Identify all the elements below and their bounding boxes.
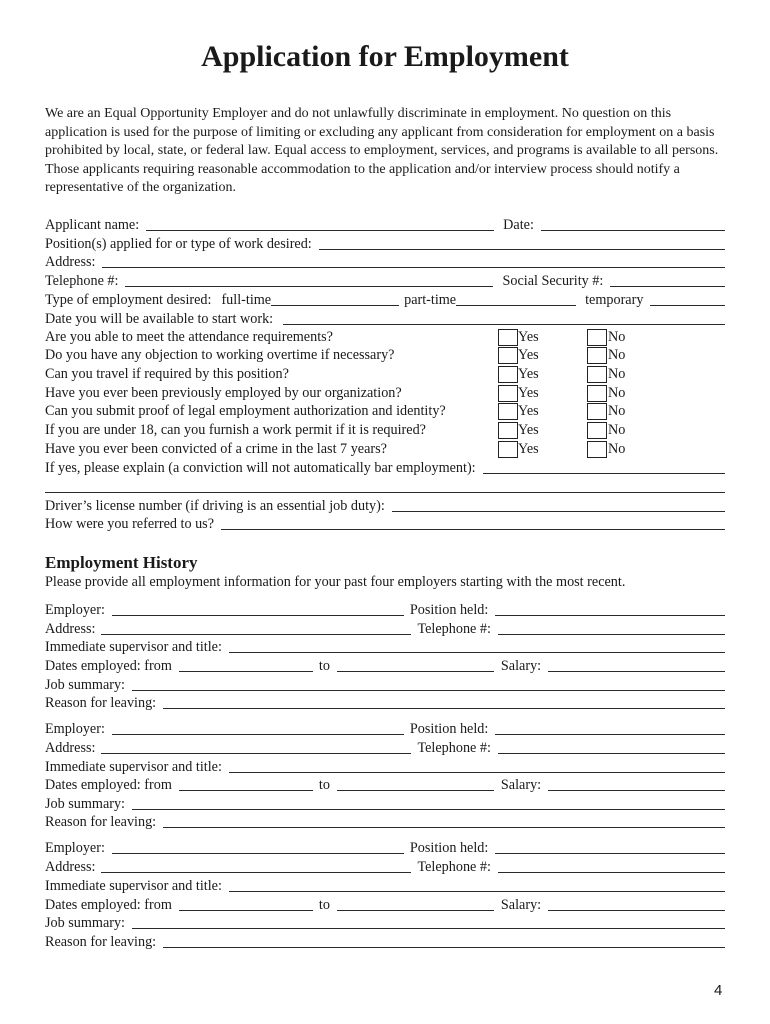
dates-from-field[interactable] xyxy=(179,777,313,791)
no-label: No xyxy=(608,422,626,438)
no-label: No xyxy=(608,366,626,382)
employer-address-label: Address: xyxy=(45,740,96,756)
supervisor-label: Immediate supervisor and title: xyxy=(45,639,222,655)
no-label: No xyxy=(608,385,626,401)
yes-label: Yes xyxy=(518,441,539,457)
job-summary-field[interactable] xyxy=(132,796,725,810)
drivers-license-row xyxy=(45,496,725,515)
position-held-field[interactable] xyxy=(495,721,725,735)
employer-telephone-field[interactable] xyxy=(498,859,725,873)
yes-label: Yes xyxy=(518,422,539,438)
page-number: 4 xyxy=(714,982,723,999)
part-time-field[interactable] xyxy=(456,292,576,306)
yes-checkbox[interactable] xyxy=(498,441,518,458)
no-checkbox[interactable] xyxy=(587,441,607,458)
page-title: Application for Employment xyxy=(201,40,569,73)
employer-field[interactable] xyxy=(112,602,404,616)
employer-telephone-label: Telephone #: xyxy=(417,740,491,756)
dates-to-label: to xyxy=(318,897,330,913)
start-date-field[interactable] xyxy=(283,311,725,325)
dates-employed-row xyxy=(45,895,725,914)
no-checkbox[interactable] xyxy=(587,366,607,383)
reason-leaving-field[interactable] xyxy=(163,695,725,709)
address-field[interactable] xyxy=(102,254,725,268)
telephone-field[interactable] xyxy=(125,273,493,287)
question-legal-authorization: Can you submit proof of legal employment authorization and identity? xyxy=(45,403,446,419)
reason-leaving-field[interactable] xyxy=(163,814,725,828)
no-label: No xyxy=(608,347,626,363)
employer-row xyxy=(45,719,725,738)
dates-employed-row xyxy=(45,775,725,794)
job-summary-field[interactable] xyxy=(132,915,725,929)
dates-from-label: Dates employed: from xyxy=(45,658,172,674)
employer-label: Employer: xyxy=(45,840,105,856)
job-summary-label: Job summary: xyxy=(45,677,125,693)
start-date-label: Date you will be available to start work: xyxy=(45,311,274,327)
employer-row xyxy=(45,838,725,857)
temporary-field[interactable] xyxy=(650,292,725,306)
dates-from-label: Dates employed: from xyxy=(45,777,172,793)
employer-address-row xyxy=(45,857,725,876)
employment-history-heading: Employment History xyxy=(45,553,198,572)
referred-row xyxy=(45,514,725,533)
salary-field[interactable] xyxy=(548,777,725,791)
salary-label: Salary: xyxy=(500,658,542,674)
yes-checkbox[interactable] xyxy=(498,366,518,383)
employer-telephone-label: Telephone #: xyxy=(417,859,491,875)
salary-label: Salary: xyxy=(500,777,542,793)
yes-label: Yes xyxy=(518,366,539,382)
employer-telephone-label: Telephone #: xyxy=(417,621,491,637)
position-held-label: Position held: xyxy=(409,721,489,737)
explain-row xyxy=(45,458,725,477)
dates-from-field[interactable] xyxy=(179,897,313,911)
explain-field[interactable] xyxy=(483,460,725,474)
no-checkbox[interactable] xyxy=(587,329,607,346)
employer-telephone-field[interactable] xyxy=(498,621,725,635)
temporary-label: temporary xyxy=(585,292,644,308)
position-held-field[interactable] xyxy=(495,840,725,854)
employer-address-row xyxy=(45,738,725,757)
dates-from-label: Dates employed: from xyxy=(45,897,172,913)
job-summary-row xyxy=(45,794,725,813)
yes-label: Yes xyxy=(518,385,539,401)
dates-employed-row xyxy=(45,656,725,675)
applicant-name-row xyxy=(45,215,725,234)
question-overtime: Do you have any objection to working overtime if necessary? xyxy=(45,347,395,363)
reason-leaving-label: Reason for leaving: xyxy=(45,934,157,950)
employment-type-row xyxy=(45,290,725,309)
ssn-field[interactable] xyxy=(610,273,725,287)
yes-checkbox[interactable] xyxy=(498,347,518,364)
applicant-name-label: Applicant name: xyxy=(45,217,140,233)
supervisor-row xyxy=(45,757,725,776)
question-convicted: Have you ever been convicted of a crime in the last 7 years? xyxy=(45,441,387,457)
no-label: No xyxy=(608,329,626,345)
supervisor-row xyxy=(45,637,725,656)
full-time-field[interactable] xyxy=(271,292,399,306)
yes-checkbox[interactable] xyxy=(498,403,518,420)
employer-telephone-field[interactable] xyxy=(498,740,725,754)
employer-label: Employer: xyxy=(45,721,105,737)
dates-to-field[interactable] xyxy=(337,658,494,672)
address-row xyxy=(45,252,725,271)
reason-leaving-label: Reason for leaving: xyxy=(45,814,157,830)
employer-address-field[interactable] xyxy=(101,740,411,754)
reason-leaving-row xyxy=(45,812,725,831)
dates-to-field[interactable] xyxy=(337,777,494,791)
position-label: Position(s) applied for or type of work desired: xyxy=(45,236,312,252)
reason-leaving-label: Reason for leaving: xyxy=(45,695,157,711)
employer-address-field[interactable] xyxy=(101,621,411,635)
position-held-label: Position held: xyxy=(409,840,489,856)
no-checkbox[interactable] xyxy=(587,403,607,420)
employer-label: Employer: xyxy=(45,602,105,618)
drivers-license-label: Driver’s license number (if driving is an essential job duty): xyxy=(45,498,385,514)
position-held-label: Position held: xyxy=(409,602,489,618)
position-held-field[interactable] xyxy=(495,602,725,616)
employer-field[interactable] xyxy=(112,840,404,854)
dates-to-field[interactable] xyxy=(337,897,494,911)
employer-address-label: Address: xyxy=(45,621,96,637)
question-previously-employed: Have you ever been previously employed by our organization? xyxy=(45,385,402,401)
job-summary-label: Job summary: xyxy=(45,915,125,931)
job-summary-label: Job summary: xyxy=(45,796,125,812)
yes-checkbox[interactable] xyxy=(498,385,518,402)
yes-checkbox[interactable] xyxy=(498,422,518,439)
supervisor-row xyxy=(45,876,725,895)
address-label: Address: xyxy=(45,254,96,270)
explain-continuation-row xyxy=(45,477,725,496)
employer-address-row xyxy=(45,619,725,638)
yes-label: Yes xyxy=(518,403,539,419)
full-time-label: full-time xyxy=(221,292,272,308)
no-checkbox[interactable] xyxy=(587,347,607,364)
reason-leaving-row xyxy=(45,693,725,712)
employment-history-subheading: Please provide all employment information for your past four employers starting with the most recent. xyxy=(45,574,626,590)
question-attendance: Are you able to meet the attendance requirements? xyxy=(45,329,333,345)
telephone-label: Telephone #: xyxy=(45,273,119,289)
question-travel: Can you travel if required by this position? xyxy=(45,366,289,382)
no-label: No xyxy=(608,441,626,457)
part-time-label: part-time xyxy=(404,292,457,308)
salary-field[interactable] xyxy=(548,658,725,672)
job-summary-row xyxy=(45,913,725,932)
applicant-name-field[interactable] xyxy=(146,217,494,231)
yes-label: Yes xyxy=(518,329,539,345)
supervisor-label: Immediate supervisor and title: xyxy=(45,759,222,775)
salary-label: Salary: xyxy=(500,897,542,913)
supervisor-field[interactable] xyxy=(229,878,725,892)
telephone-row xyxy=(45,271,725,290)
reason-leaving-field[interactable] xyxy=(163,934,725,948)
dates-to-label: to xyxy=(318,777,330,793)
dates-from-field[interactable] xyxy=(179,658,313,672)
employer-address-label: Address: xyxy=(45,859,96,875)
position-row xyxy=(45,234,725,253)
question-work-permit: If you are under 18, can you furnish a work permit if it is required? xyxy=(45,422,426,438)
explain-field-continued[interactable] xyxy=(45,479,725,493)
no-label: No xyxy=(608,403,626,419)
employer-row xyxy=(45,600,725,619)
job-summary-row xyxy=(45,675,725,694)
no-checkbox[interactable] xyxy=(587,422,607,439)
ssn-label: Social Security #: xyxy=(502,273,604,289)
referred-field[interactable] xyxy=(221,516,725,530)
employer-field[interactable] xyxy=(112,721,404,735)
dates-to-label: to xyxy=(318,658,330,674)
explain-label: If yes, please explain (a conviction will not automatically bar employment): xyxy=(45,460,476,476)
referred-label: How were you referred to us? xyxy=(45,516,214,532)
supervisor-label: Immediate supervisor and title: xyxy=(45,878,222,894)
supervisor-field[interactable] xyxy=(229,639,725,653)
position-field[interactable] xyxy=(319,236,725,250)
job-summary-field[interactable] xyxy=(132,677,725,691)
employment-type-label: Type of employment desired: xyxy=(45,292,212,308)
start-date-row xyxy=(45,309,725,328)
date-field[interactable] xyxy=(541,217,725,231)
intro-paragraph: We are an Equal Opportunity Employer and do not unlawfully discriminate in employment. No question on this application is used for the purpose of limiting or excluding any applicant from consideration for employment on a basis prohibited by local, state, or federal law. Equal access to employment, services, and programs is available to all persons. Those applicants requiring reasonable accommodation to the application and/or interview process should notify a representative of the organization. xyxy=(45,106,719,196)
supervisor-field[interactable] xyxy=(229,759,725,773)
no-checkbox[interactable] xyxy=(587,385,607,402)
salary-field[interactable] xyxy=(548,897,725,911)
drivers-license-field[interactable] xyxy=(392,498,725,512)
date-label: Date: xyxy=(503,217,534,233)
yes-checkbox[interactable] xyxy=(498,329,518,346)
yes-label: Yes xyxy=(518,347,539,363)
employer-address-field[interactable] xyxy=(101,859,411,873)
reason-leaving-row xyxy=(45,932,725,951)
